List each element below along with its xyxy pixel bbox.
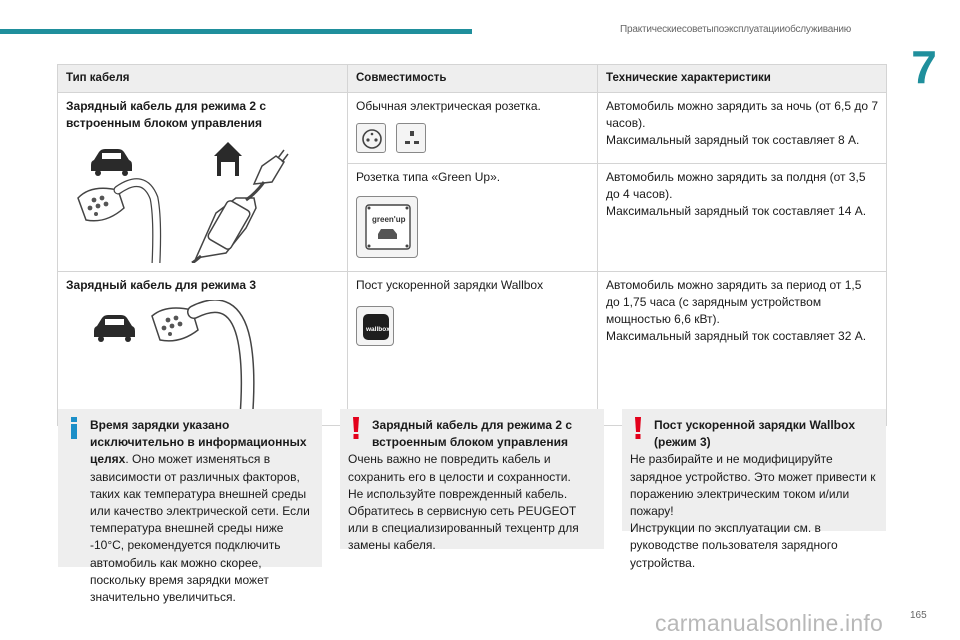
compat-wallbox: Пост ускоренной зарядки Wallbox [356, 278, 544, 292]
note-body: . Оно может изменяться в зависимости от различных факторов, таких как температура внешней среды или качество электрической сети. Если температура внешней среды ниже -10°C, рекомендуется подключить автомобиль как можно скорее, поскольку время зарядки может значительно увеличиться. [90, 452, 310, 605]
mode3-cable-drawing [66, 300, 336, 420]
mode2-cable-illustration [66, 138, 339, 258]
french-socket-icon [356, 123, 386, 153]
compat-cell-wallbox [348, 272, 598, 426]
spec-cell-standard [598, 93, 887, 164]
uk-socket-icon [396, 123, 426, 153]
wallbox-logo-text: wallbox [366, 326, 390, 333]
wallbox-icon [356, 306, 394, 346]
note-paragraph: Не разбирайте и не модифицируйте зарядное устройство. Это может привести к поражению электрическим током и/или пожару! [630, 452, 876, 519]
note-paragraph: Очень важно не повредить кабель и сохранить его в целости и сохранности. [348, 452, 571, 484]
cable-spec-table [57, 64, 887, 426]
table-row [58, 93, 887, 164]
mode3-cable-illustration [66, 300, 339, 420]
cable-type-mode2: Зарядный кабель для режима 2 с встроенным блоком управления [66, 99, 267, 130]
compat-cell-standard [348, 93, 598, 164]
greenup-socket-icon [356, 196, 418, 258]
warning-icon [350, 417, 362, 439]
control-box-icon [192, 150, 288, 263]
chapter-number: 7 [911, 41, 937, 93]
section-title: Практическиесоветыпоэксплуатацииобслуживанию [620, 24, 852, 35]
warning-note-wallbox [622, 409, 886, 570]
cable-type-cell [58, 272, 348, 426]
column-header-spec: Технические характеристики [598, 65, 887, 93]
page-number: 165 [910, 610, 927, 621]
home-icon [214, 142, 242, 176]
type2-connector-icon [78, 183, 157, 263]
compat-cell-greenup [348, 164, 598, 272]
info-note-charge-time [58, 409, 322, 605]
spec-cell-wallbox [598, 272, 887, 426]
note-lead: Зарядный кабель для режима 2 с встроенным блоком управления [372, 418, 573, 450]
watermark: carmanualsonline.info [655, 610, 883, 636]
spec-standard-time: Автомобиль можно зарядить за ночь (от 6,5 до 7 часов). [606, 99, 879, 130]
note-paragraph: Обратитесь в сервисную сеть PEUGEOT или в специализированный техцентр для замены кабеля. [348, 504, 579, 553]
note-paragraph: Не используйте поврежденный кабель. [348, 486, 568, 501]
spec-greenup-time: Автомобиль можно зарядить за полдня (от 3,5 до 4 часов). [606, 170, 866, 201]
table-row [58, 272, 887, 426]
spec-wallbox-current: Максимальный зарядный ток составляет 32 А. [606, 329, 867, 343]
note-lead: Время зарядки указано исключительно в информационных целях [90, 418, 307, 467]
mode2-cable-drawing [66, 138, 336, 263]
spec-wallbox-time: Автомобиль можно зарядить за период от 1,5 до 1,75 часа (с зарядным устройством мощностью 6,6 кВт). [606, 278, 862, 326]
column-header-compat: Совместимость [348, 65, 598, 93]
note-lead: Пост ускоренной зарядки Wallbox (режим 3) [654, 418, 855, 450]
spec-cell-greenup [598, 164, 887, 272]
car-icon [94, 315, 135, 342]
compat-standard-socket: Обычная электрическая розетка. [356, 99, 541, 113]
info-icon [68, 417, 80, 439]
cable-type-mode3: Зарядный кабель для режима 3 [66, 278, 256, 292]
warning-note-mode2-cable [340, 409, 604, 553]
warning-icon [632, 417, 644, 439]
greenup-logo-text: green'up [372, 215, 406, 224]
type2-connector-icon [152, 306, 248, 420]
header-accent-bar [0, 29, 472, 34]
spec-greenup-current: Максимальный зарядный ток составляет 14 А. [606, 204, 867, 218]
note-paragraph: Инструкции по эксплуатации см. в руководстве пользователя зарядного устройства. [630, 521, 838, 570]
column-header-type: Тип кабеля [58, 65, 348, 93]
spec-standard-current: Максимальный зарядный ток составляет 8 А. [606, 133, 860, 147]
table-header-row [58, 65, 887, 93]
cable-type-cell [58, 93, 348, 272]
car-icon [91, 149, 132, 176]
compat-greenup-socket: Розетка типа «Green Up». [356, 170, 501, 184]
